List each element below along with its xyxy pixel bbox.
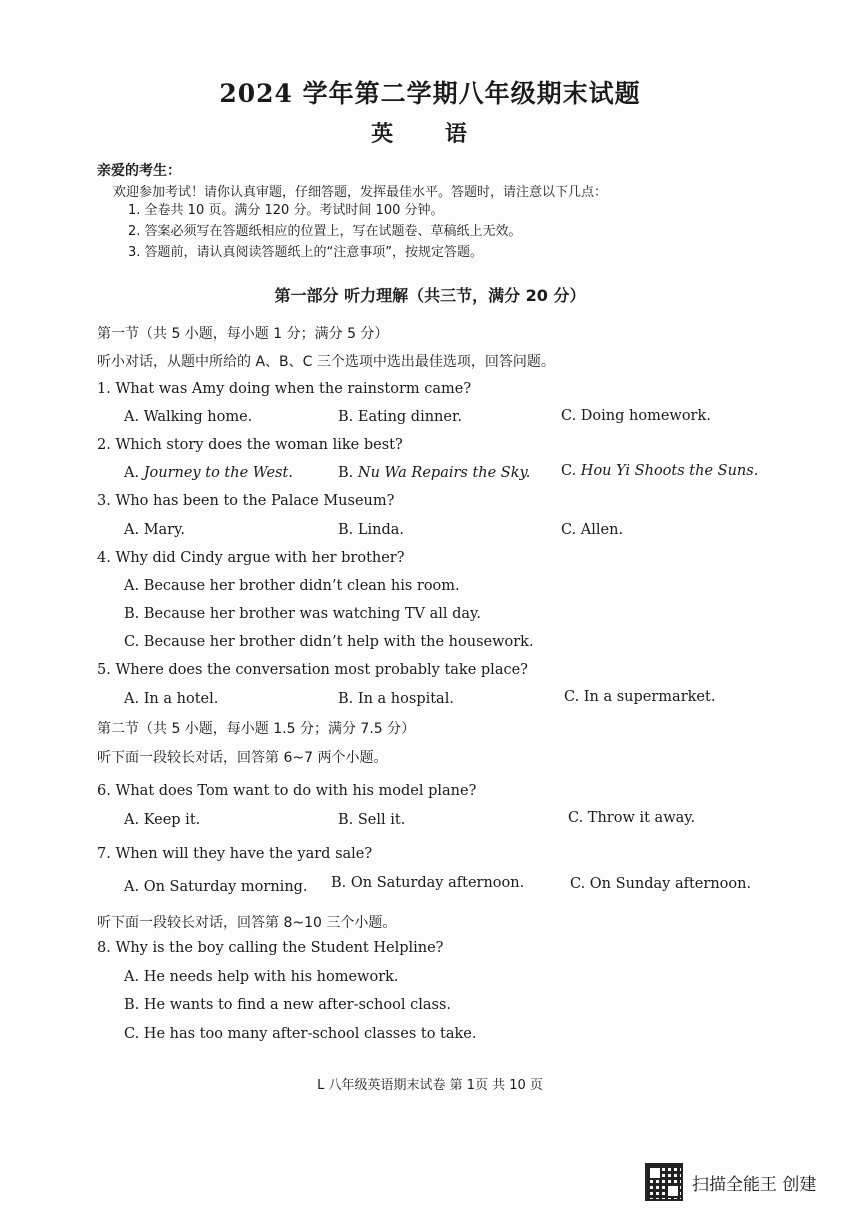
question-8-option-c: C. He has too many after-school classes to take. xyxy=(124,1026,477,1042)
section1-title: 第一节（共 5 小题，每小题 1 分；满分 5 分） xyxy=(97,326,389,342)
question-7-stem: 7. When will they have the yard sale? xyxy=(97,846,373,862)
question-8-option-b: B. He wants to find a new after-school class. xyxy=(124,997,451,1013)
question-5-stem: 5. Where does the conversation most probably take place? xyxy=(97,662,528,678)
question-2-option-b: B. Nu Wa Repairs the Sky. xyxy=(338,465,531,481)
subject-title: 英 语 xyxy=(371,121,489,147)
section1-instruction: 听小对话，从题中所给的 A、B、C 三个选项中选出最佳选项，回答问题。 xyxy=(97,354,555,370)
section2-instruction-b: 听下面一段较长对话，回答第 8~10 三个小题。 xyxy=(97,915,397,931)
question-5-option-b: B. In a hospital. xyxy=(338,691,454,707)
question-4-stem: 4. Why did Cindy argue with her brother? xyxy=(97,550,405,566)
question-1-stem: 1. What was Amy doing when the rainstorm came? xyxy=(97,381,472,397)
question-5-option-a: A. In a hotel. xyxy=(124,691,219,707)
greeting: 亲爱的考生： xyxy=(97,163,181,179)
question-4-option-b: B. Because her brother was watching TV all day. xyxy=(124,606,481,622)
page-footer: L 八年级英语期末试卷 第 1页 共 10 页 xyxy=(317,1078,543,1093)
question-3-option-a: A. Mary. xyxy=(124,522,185,538)
question-3-option-b: B. Linda. xyxy=(338,522,405,538)
question-7-option-a: A. On Saturday morning. xyxy=(124,879,308,895)
intro-text: 欢迎参加考试！请你认真审题，仔细答题，发挥最佳水平。答题时，请注意以下几点： xyxy=(113,185,608,200)
question-1-option-b: B. Eating dinner. xyxy=(338,409,462,425)
question-7-option-b: B. On Saturday afternoon. xyxy=(331,875,525,891)
part1-title: 第一部分 听力理解（共三节，满分 20 分） xyxy=(274,286,586,305)
note-item: 2. 答案必须写在答题纸相应的位置上，写在试题卷、草稿纸上无效。 xyxy=(128,224,522,239)
question-8-option-a: A. He needs help with his homework. xyxy=(124,969,399,985)
question-4-option-a: A. Because her brother didn’t clean his room. xyxy=(124,578,460,594)
question-7-option-c: C. On Sunday afternoon. xyxy=(570,876,752,892)
section2-instruction-a: 听下面一段较长对话，回答第 6~7 两个小题。 xyxy=(97,750,388,766)
question-6-option-a: A. Keep it. xyxy=(124,812,201,828)
exam-notes xyxy=(128,200,522,263)
question-3-stem: 3. Who has been to the Palace Museum? xyxy=(97,493,395,509)
note-item: 1. 全卷共 10 页。满分 120 分。考试时间 100 分钟。 xyxy=(128,203,444,218)
exam-title: 2024 学年第二学期八年级期末试题 xyxy=(219,79,641,108)
question-2-stem: 2. Which story does the woman like best? xyxy=(97,437,403,453)
question-2-option-c: C. Hou Yi Shoots the Suns. xyxy=(561,463,759,479)
question-5-option-c: C. In a supermarket. xyxy=(564,689,716,705)
qr-code-icon xyxy=(645,1163,683,1201)
question-2-option-a: A. Journey to the West. xyxy=(124,465,293,481)
question-1-option-c: C. Doing homework. xyxy=(561,408,711,424)
question-6-option-b: B. Sell it. xyxy=(338,812,406,828)
note-item: 3. 答题前，请认真阅读答题纸上的“注意事项”，按规定答题。 xyxy=(128,245,484,260)
section2-title: 第二节（共 5 小题，每小题 1.5 分；满分 7.5 分） xyxy=(97,721,416,737)
question-6-stem: 6. What does Tom want to do with his model plane? xyxy=(97,783,477,799)
question-4-option-c: C. Because her brother didn’t help with the housework. xyxy=(124,634,534,650)
question-6-option-c: C. Throw it away. xyxy=(568,810,696,826)
question-8-stem: 8. Why is the boy calling the Student Helpline? xyxy=(97,940,444,956)
question-1-option-a: A. Walking home. xyxy=(124,409,253,425)
scanner-watermark: 扫描全能王 创建 xyxy=(692,1175,817,1195)
question-3-option-c: C. Allen. xyxy=(561,522,624,538)
